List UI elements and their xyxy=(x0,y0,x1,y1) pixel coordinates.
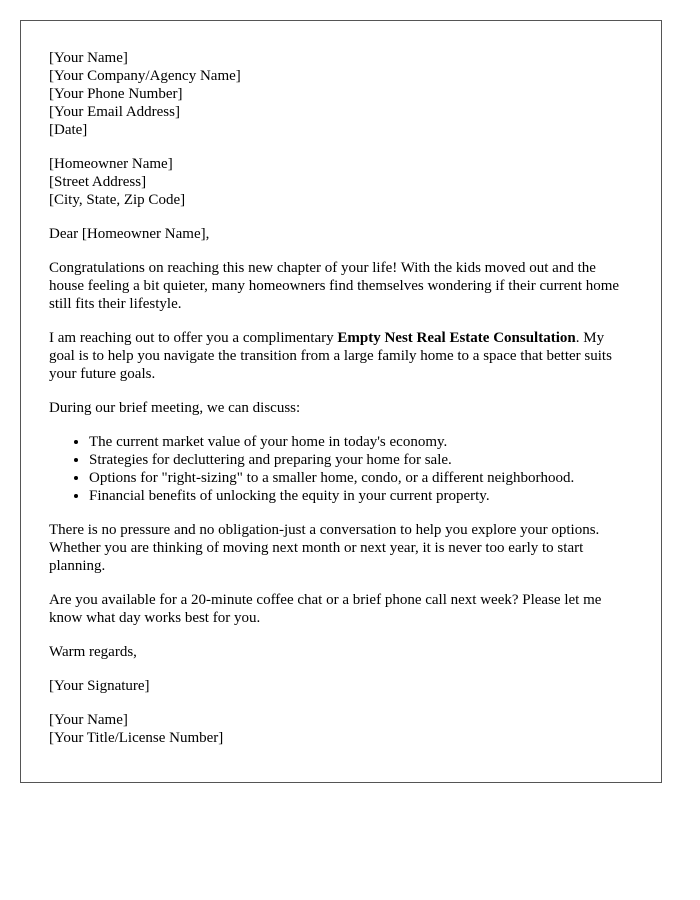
paragraph-intro: Congratulations on reaching this new chapter of your life! With the kids moved out and the house feeling a bit quieter, many homeowners find themselves wondering if their current home still fits their lifestyle. xyxy=(49,260,620,312)
closing: Warm regards, xyxy=(49,644,137,660)
paragraph-call-to-action: Are you available for a 20-minute coffee chat or a brief phone call next week? Please let me know what day works best for you. xyxy=(49,592,602,626)
paragraph-offer xyxy=(49,329,632,383)
recipient-name: [Homeowner Name] xyxy=(49,156,173,172)
list-item: • Strategies for decluttering and preparing your home for sale. xyxy=(89,451,632,469)
recipient-city: [City, State, Zip Code] xyxy=(49,192,186,208)
offer-text-after: . My goal is to help you navigate the transition from a large family home to a space that better suits your future goals. xyxy=(49,330,612,382)
salutation: Dear [Homeowner Name], xyxy=(49,226,210,242)
recipient-block xyxy=(49,155,632,209)
list-item: • The current market value of your home in today's economy. xyxy=(89,433,632,451)
letter xyxy=(20,20,662,783)
sender-phone: [Your Phone Number] xyxy=(49,86,183,102)
signoff-block xyxy=(49,711,632,747)
paragraph-discuss: During our brief meeting, we can discuss: xyxy=(49,400,301,416)
sender-block xyxy=(49,49,632,139)
offer-text-before: I am reaching out to offer you a complimentary xyxy=(49,330,338,346)
date: [Date] xyxy=(49,122,88,138)
signoff-name: [Your Name] xyxy=(49,712,128,728)
sender-name: [Your Name] xyxy=(49,50,128,66)
sender-company: [Your Company/Agency Name] xyxy=(49,68,241,84)
paragraph-no-pressure: There is no pressure and no obligation-just a conversation to help you explore your options. Whether you are thinking of moving next month or next year, it is never too early to start planning. xyxy=(49,522,600,574)
recipient-street: [Street Address] xyxy=(49,174,147,190)
list-item: • Financial benefits of unlocking the equity in your current property. xyxy=(89,487,632,505)
offer-highlight: Empty Nest Real Estate Consultation xyxy=(337,330,576,346)
list-item: • Options for "right-sizing" to a smaller home, condo, or a different neighborhood. xyxy=(89,469,632,487)
sender-email: [Your Email Address] xyxy=(49,104,180,120)
signature: [Your Signature] xyxy=(49,678,150,694)
discussion-list xyxy=(49,433,632,505)
signoff-title: [Your Title/License Number] xyxy=(49,730,224,746)
